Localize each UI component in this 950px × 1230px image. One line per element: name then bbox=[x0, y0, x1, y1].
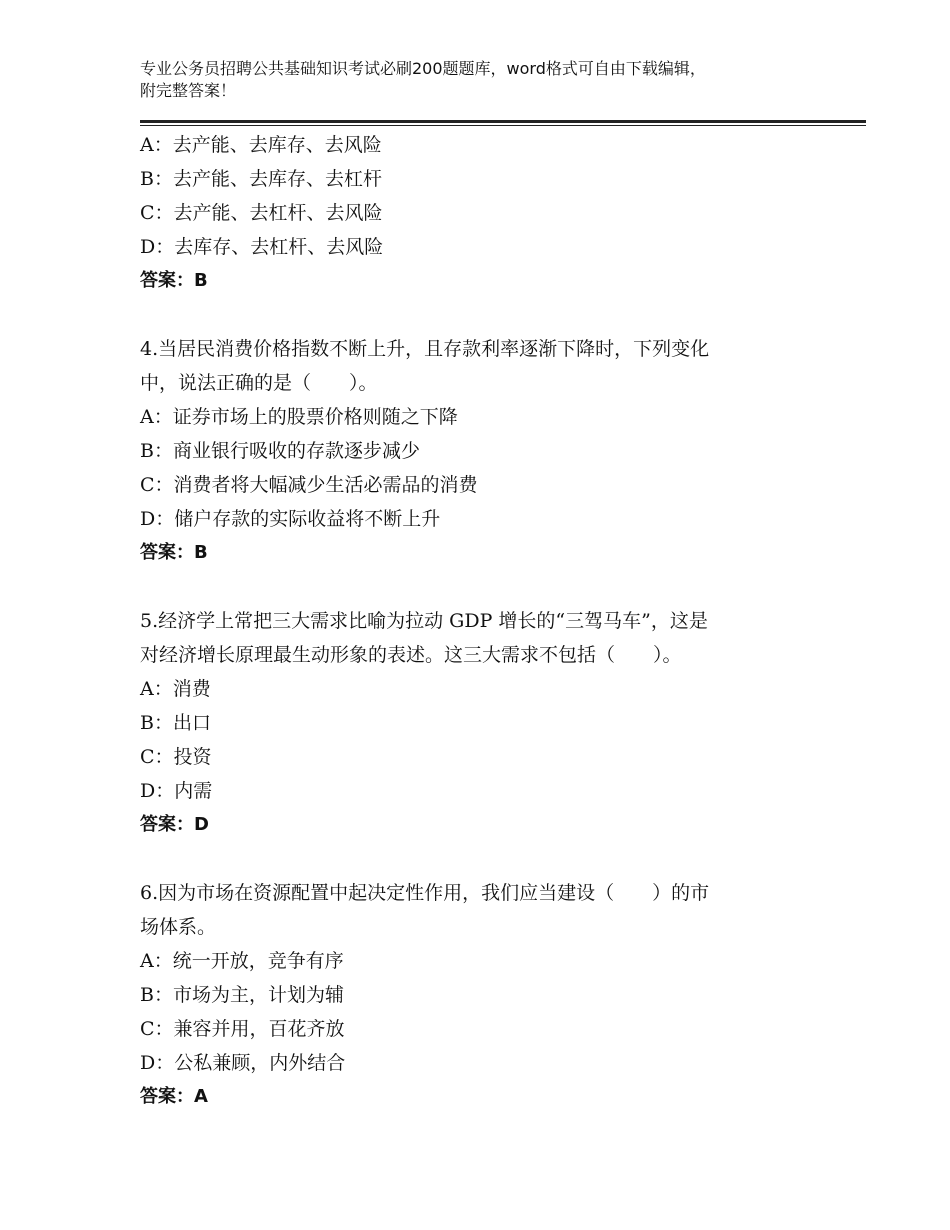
question-spacer bbox=[140, 298, 820, 332]
question-6 bbox=[140, 876, 820, 1114]
option-b: B：市场为主，计划为辅 bbox=[140, 984, 344, 1006]
question-stem-line-1: 4.当居民消费价格指数不断上升，且存款利率逐渐下降时，下列变化 bbox=[140, 338, 710, 360]
option-a: A：证券市场上的股票价格则随之下降 bbox=[140, 406, 458, 428]
option-b: B：出口 bbox=[140, 712, 211, 734]
question-stem-line-2: 场体系。 bbox=[140, 916, 217, 938]
question-stem-line-2: 中，说法正确的是（ ）。 bbox=[140, 372, 378, 394]
option-a: A：消费 bbox=[140, 678, 211, 700]
header-rule-thin bbox=[140, 125, 866, 126]
option-a: A：统一开放，竞争有序 bbox=[140, 950, 344, 972]
question-5 bbox=[140, 604, 820, 842]
header-line-1: 专业公务员招聘公共基础知识考试必刷200题题库，word格式可自由下载编辑， bbox=[140, 59, 706, 78]
question-stem-line-1: 6.因为市场在资源配置中起决定性作用，我们应当建设（ ）的市 bbox=[140, 882, 710, 904]
option-b: B：去产能、去库存、去杠杆 bbox=[140, 168, 382, 190]
question-spacer bbox=[140, 842, 820, 876]
option-a: A：去产能、去库存、去风险 bbox=[140, 134, 382, 156]
question-spacer bbox=[140, 570, 820, 604]
question-stem-line-2: 对经济增长原理最生动形象的表述。这三大需求不包括（ ）。 bbox=[140, 644, 682, 666]
document-header bbox=[140, 58, 820, 102]
option-c: C：去产能、去杠杆、去风险 bbox=[140, 202, 383, 224]
option-d: D：公私兼顾，内外结合 bbox=[140, 1052, 346, 1074]
option-c: C：兼容并用，百花齐放 bbox=[140, 1018, 345, 1040]
option-d: D：储户存款的实际收益将不断上升 bbox=[140, 508, 441, 530]
answer-label: 答案：A bbox=[140, 1086, 208, 1107]
question-stem-line-1: 5.经济学上常把三大需求比喻为拉动 GDP 增长的“三驾马车”，这是 bbox=[140, 610, 708, 632]
question-4 bbox=[140, 332, 820, 570]
option-d: D：内需 bbox=[140, 780, 213, 802]
header-rule-thick bbox=[140, 120, 866, 123]
answer-label: 答案：D bbox=[140, 814, 209, 835]
option-c: C：消费者将大幅减少生活必需品的消费 bbox=[140, 474, 478, 496]
option-c: C：投资 bbox=[140, 746, 212, 768]
header-line-2: 附完整答案！ bbox=[140, 81, 237, 100]
option-b: B：商业银行吸收的存款逐步减少 bbox=[140, 440, 420, 462]
answer-label: 答案：B bbox=[140, 542, 208, 563]
option-d: D：去库存、去杠杆、去风险 bbox=[140, 236, 384, 258]
question-list bbox=[140, 128, 820, 1114]
question-3-continued bbox=[140, 128, 820, 298]
answer-label: 答案：B bbox=[140, 270, 208, 291]
